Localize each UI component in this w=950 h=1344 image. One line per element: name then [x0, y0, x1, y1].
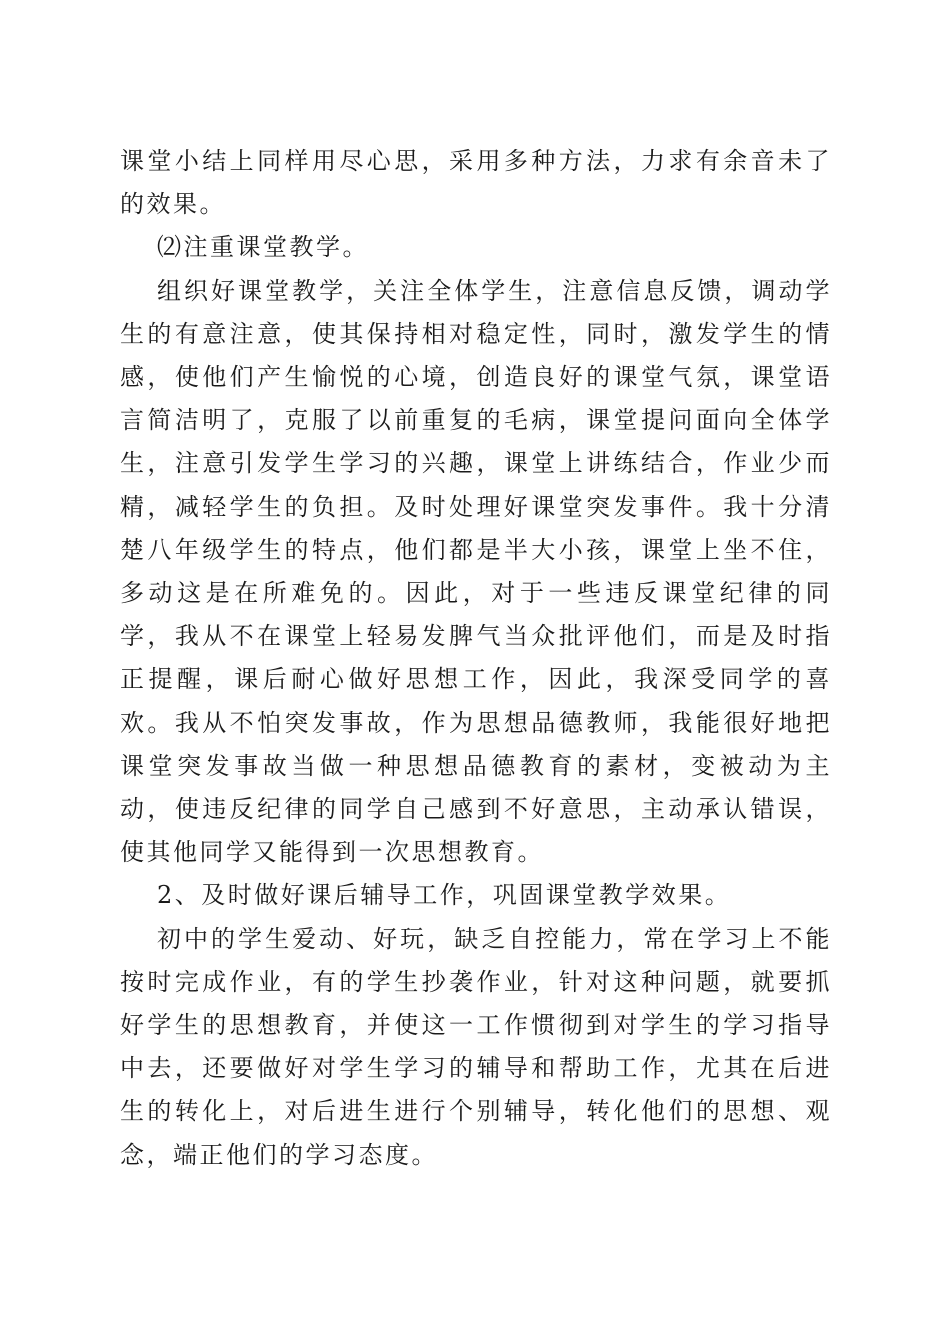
paragraph-3: 组织好课堂教学，关注全体学生，注意信息反馈，调动学生的有意注意，使其保持相对稳定性，同时，激发学生的情感，使他们产生愉悦的心境，创造良好的课堂气氛，课堂语言简洁明了，克服了以前重复的毛病，课堂提问面向全体学生，注意引发学生学习的兴趣，课堂上讲练结合，作业少而精，减轻学生的负担。及时处理好课堂突发事件。我十分清楚八年级学生的特点，他们都是半大小孩，课堂上坐不住，多动这是在所难免的。因此，对于一些违反课堂纪律的同学，我从不在课堂上轻易发脾气当众批评他们，而是及时指正提醒，课后耐心做好思想工作，因此，我深受同学的喜欢。我从不怕突发事故，作为思想品德教师，我能很好地把课堂突发事故当做一种思想品德教育的素材，变被动为主动，使违反纪律的同学自己感到不好意思，主动承认错误，使其他同学又能得到一次思想教育。 — [120, 276, 832, 867]
document-body — [120, 140, 832, 1177]
paragraph-1: 课堂小结上同样用尽心思，采用多种方法，力求有余音未了的效果。 — [120, 147, 832, 219]
paragraph-4-heading: 2、及时做好课后辅导工作，巩固课堂教学效果。 — [157, 881, 732, 910]
paragraph-5: 初中的学生爱动、好玩，缺乏自控能力，常在学习上不能按时完成作业，有的学生抄袭作业，针对这种问题，就要抓好学生的思想教育，并使这一工作惯彻到对学生的学习指导中去，还要做好对学生学习的辅导和帮助工作，尤其在后进生的转化上，对后进生进行个别辅导，转化他们的思想、观念，端正他们的学习态度。 — [120, 924, 832, 1169]
paragraph-2-heading: ⑵注重课堂教学。 — [157, 233, 369, 262]
